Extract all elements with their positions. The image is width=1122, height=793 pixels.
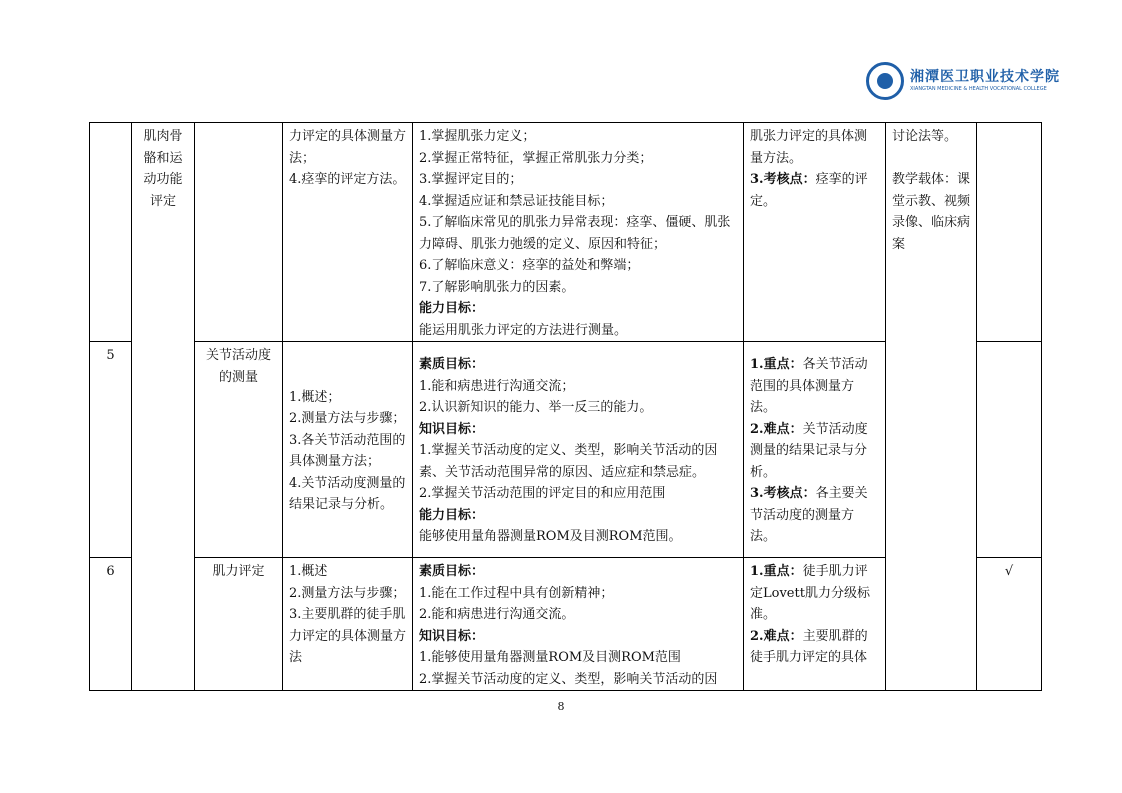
module-name — [132, 123, 195, 691]
task-name: 关节活动度的测量 — [195, 342, 283, 558]
objectives-cell — [413, 558, 744, 691]
keypoints-list — [750, 126, 879, 212]
objectives-list — [419, 126, 737, 341]
objective-item: 1.掌握肌张力定义； — [419, 129, 536, 144]
objectives-cell — [413, 123, 744, 342]
mark-cell — [977, 342, 1042, 558]
key-point: 肌张力评定的具体测量方法。 — [750, 129, 868, 166]
syllabus-table — [89, 122, 1042, 691]
key-point: 1.重点：各关节活动范围的具体测量方法。 — [750, 357, 868, 416]
objective-item: 2.认识新知识的能力、举一反三的能力。 — [419, 400, 653, 416]
task-name — [195, 123, 283, 342]
content-line: 4.痉挛的评定方法。 — [289, 172, 406, 187]
key-point-label: 1.重点： — [750, 564, 803, 579]
content-cell — [283, 558, 413, 691]
content-line: 3.主要肌群的徒手肌力评定的具体测量方法 — [289, 607, 407, 665]
objective-item: 2.掌握关节活动范围的评定目的和应用范围 — [419, 486, 666, 502]
keypoints-cell — [744, 558, 886, 691]
objective-item: 1.能够使用量角器测量ROM及目测ROM范围 — [419, 650, 681, 665]
method-line: 教学载体：课堂示教、视频录像、临床病案 — [892, 172, 971, 252]
content-line: 2.测量方法与步骤； — [289, 585, 406, 601]
content-line: 2.测量方法与步骤； — [289, 411, 406, 426]
content-text — [289, 561, 406, 669]
objective-item: 能运用肌张力评定的方法进行测量。 — [419, 322, 628, 338]
mark-cell — [977, 123, 1042, 342]
college-name-en: XIANGTAN MEDICINE & HEALTH VOCATIONAL COLLEGE — [910, 86, 1047, 92]
content-line: 力评定的具体测量方法； — [289, 129, 407, 166]
objective-heading: 素质目标： — [419, 357, 485, 373]
page-number: 8 — [557, 700, 565, 713]
objective-item: 3.掌握评定目的； — [419, 172, 523, 187]
row-number: 6 — [90, 558, 132, 691]
objectives-list — [419, 561, 737, 690]
content-text — [289, 387, 406, 516]
college-name-cn: 湘潭医卫职业技术学院 — [910, 69, 1060, 85]
teaching-method — [886, 123, 977, 691]
key-point: 1.重点：徒手肌力评定Lovett肌力分级标准。 — [750, 564, 870, 622]
keypoints-cell — [744, 123, 886, 342]
objectives-list — [419, 354, 737, 548]
table-row — [90, 123, 1042, 342]
content-line: 4.关节活动度测量的结果记录与分析。 — [289, 475, 406, 512]
objective-item: 1.掌握关节活动度的定义、类型，影响关节活动的因素、关节活动范围异常的原因、适应症和禁忌症。 — [419, 443, 718, 480]
key-point-label: 1.重点： — [750, 357, 803, 373]
objective-item: 2.掌握正常特征，掌握正常肌张力分类； — [419, 150, 653, 166]
college-logo — [866, 62, 1060, 104]
key-point: 2.难点：主要肌群的徒手肌力评定的具体 — [750, 628, 868, 665]
module-label: 肌肉骨骼和运动功能评定 — [143, 129, 183, 209]
content-cell — [283, 123, 413, 342]
key-point: 2.难点：关节活动度测量的结果记录与分析。 — [750, 421, 868, 480]
keypoints-list — [750, 354, 879, 548]
objective-heading: 知识目标： — [419, 421, 485, 437]
row-number — [90, 123, 132, 342]
objective-item: 1.能在工作过程中具有创新精神； — [419, 585, 614, 601]
objective-heading: 知识目标： — [419, 628, 485, 644]
mark-cell: √ — [977, 558, 1042, 691]
objective-heading: 素质目标： — [419, 564, 485, 579]
keypoints-list — [750, 561, 879, 669]
content-line: 1.概述； — [289, 389, 341, 405]
row-number: 5 — [90, 342, 132, 558]
key-point-label: 3.考核点： — [750, 172, 816, 187]
key-point-label: 2.难点： — [750, 421, 803, 437]
method-text — [892, 126, 970, 255]
objective-item: 2.能和病患进行沟通交流。 — [419, 607, 575, 622]
objective-item: 2.掌握关节活动度的定义、类型，影响关节活动的因 — [419, 671, 718, 687]
content-cell — [283, 342, 413, 558]
objectives-cell — [413, 342, 744, 558]
objective-item: 5.了解临床常见的肌张力异常表现：痉挛、僵硬、肌张力障碍、肌张力弛缓的定义、原因和特征； — [419, 215, 731, 252]
objective-item: 4.掌握适应证和禁忌证技能目标； — [419, 193, 614, 209]
content-line: 3.各关节活动范围的具体测量方法； — [289, 432, 406, 469]
method-line: 讨论法等。 — [892, 129, 958, 144]
keypoints-cell — [744, 342, 886, 558]
key-point-label: 3.考核点： — [750, 486, 816, 502]
objective-item: 1.能和病患进行沟通交流； — [419, 378, 575, 394]
key-point: 3.考核点：痉挛的评定。 — [750, 172, 868, 209]
task-name: 肌力评定 — [195, 558, 283, 691]
college-emblem-icon — [866, 62, 904, 100]
content-text — [289, 126, 406, 191]
key-point-label: 2.难点： — [750, 628, 803, 644]
method-line — [892, 148, 970, 170]
objective-heading: 能力目标： — [419, 301, 485, 316]
content-line: 1.概述 — [289, 564, 328, 579]
objective-heading: 能力目标： — [419, 507, 485, 523]
key-point: 3.考核点：各主要关节活动度的测量方法。 — [750, 486, 868, 545]
objective-item: 7.了解影响肌张力的因素。 — [419, 279, 575, 295]
objective-item: 6.了解临床意义：痉挛的益处和弊端； — [419, 258, 640, 273]
objective-item: 能够使用量角器测量ROM及目测ROM范围。 — [419, 529, 682, 545]
